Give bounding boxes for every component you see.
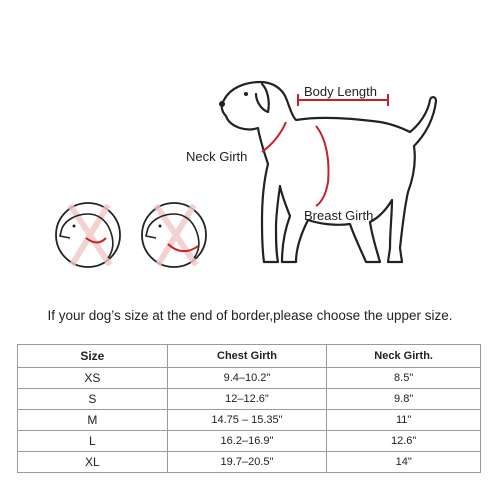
table-row: [18, 368, 481, 389]
cell-neck: 11": [327, 410, 481, 431]
table-row: [18, 452, 481, 473]
body-length-label: Body Length: [304, 84, 378, 99]
cell-chest: 16.2–16.9": [167, 431, 327, 452]
neck-measure-icon: [56, 203, 120, 267]
neck-girth-line: [262, 122, 286, 152]
cell-size: L: [18, 431, 168, 452]
breast-girth-label: Breast Girth: [304, 208, 374, 223]
cell-size: XS: [18, 368, 168, 389]
header-chest-girth: Chest Girth: [167, 345, 327, 368]
chest-measure-icon: [142, 203, 206, 267]
table-row: [18, 431, 481, 452]
size-chart-table: [17, 344, 481, 473]
cell-neck: 8.5": [327, 368, 481, 389]
cell-chest: 19.7–20.5": [167, 452, 327, 473]
table-row: [18, 389, 481, 410]
cell-chest: 9.4–10.2": [167, 368, 327, 389]
sizing-note: If your dog’s size at the end of border,please choose the upper size.: [47, 308, 453, 323]
cell-neck: 12.6": [327, 431, 481, 452]
dog-eye: [244, 92, 248, 96]
dog-nose: [219, 101, 225, 107]
header-size: Size: [18, 345, 168, 368]
neck-girth-label: Neck Girth: [186, 149, 248, 164]
cell-neck: 14": [327, 452, 481, 473]
cell-neck: 9.8": [327, 389, 481, 410]
cell-size: M: [18, 410, 168, 431]
table-row: [18, 410, 481, 431]
cell-chest: 14.75 – 15.35": [167, 410, 327, 431]
cell-chest: 12–12.6": [167, 389, 327, 410]
cell-size: S: [18, 389, 168, 410]
table-header-row: [18, 345, 481, 368]
cell-size: XL: [18, 452, 168, 473]
breast-girth-line: [316, 126, 329, 206]
header-neck-girth: Neck Girth.: [327, 345, 481, 368]
